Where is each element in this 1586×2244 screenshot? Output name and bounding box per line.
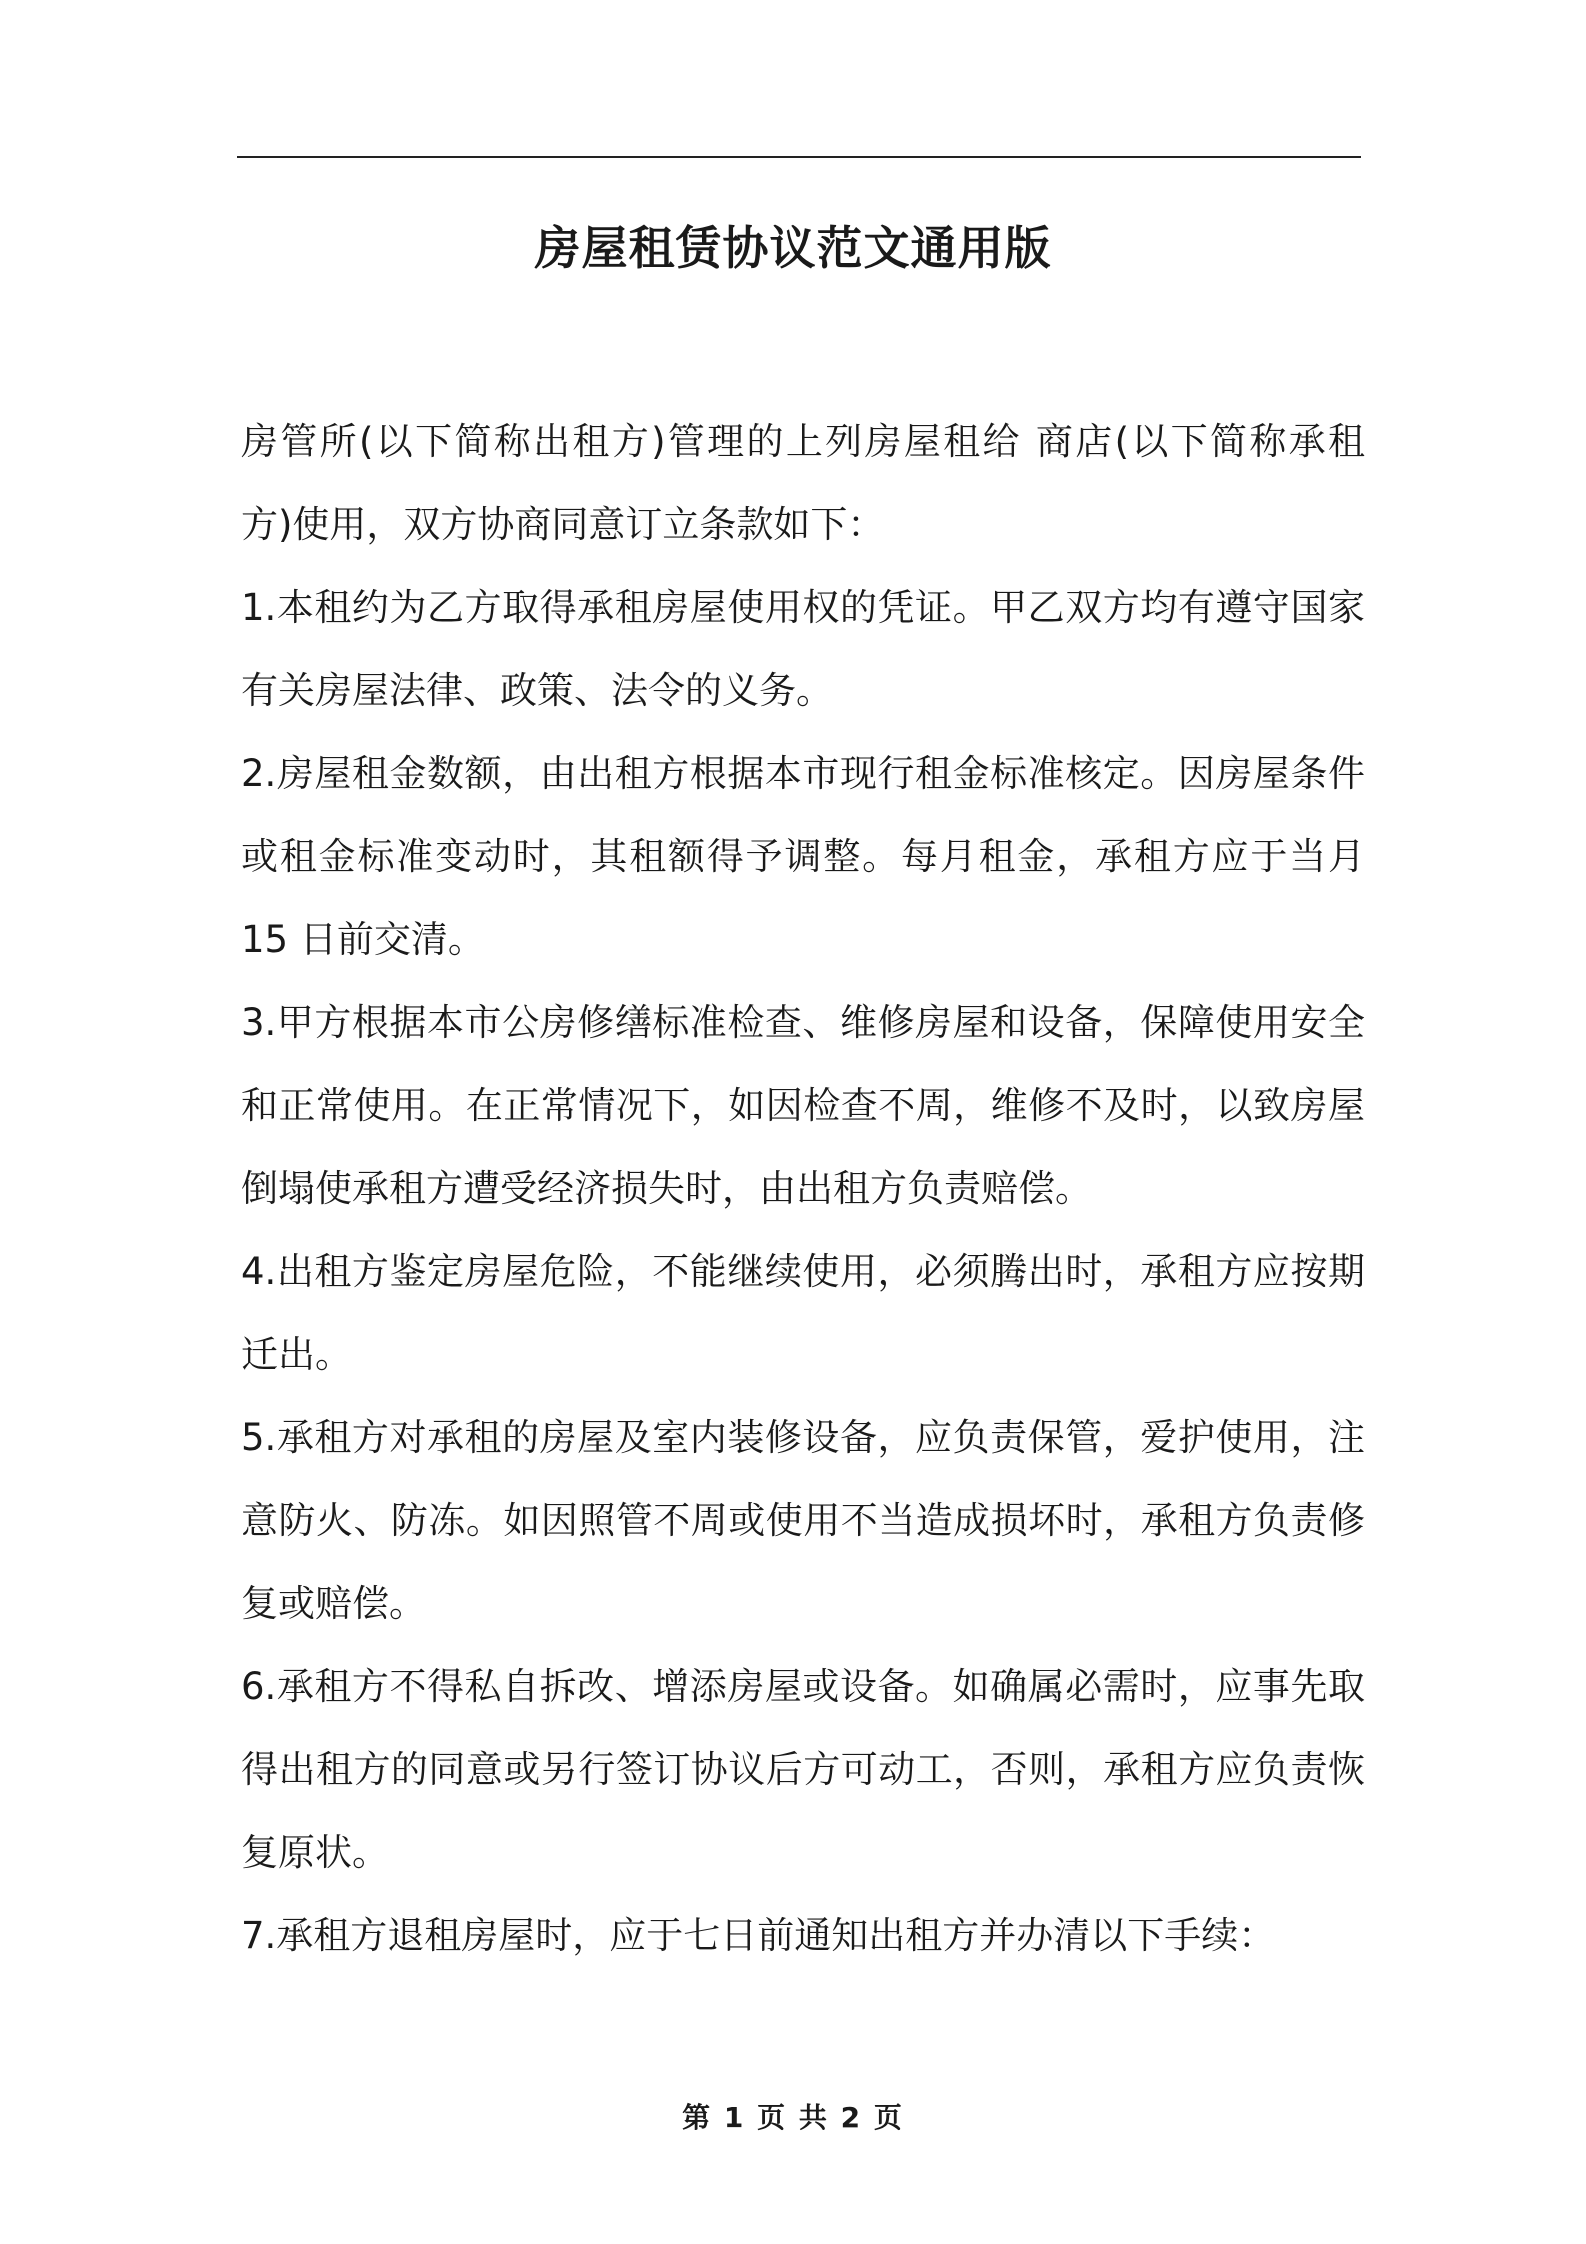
body-line: 意防火、防冻。如因照管不周或使用不当造成损坏时，承租方负责修 <box>241 1499 1365 1542</box>
header-rule <box>237 156 1361 158</box>
body-line: 7.承租方退租房屋时，应于七日前通知出租方并办清以下手续： <box>241 1914 1276 1957</box>
body-line: 复或赔偿。 <box>241 1582 426 1625</box>
body-line: 得出租方的同意或另行签订协议后方可动工，否则，承租方应负责恢 <box>241 1748 1365 1791</box>
body-line: 1.本租约为乙方取得承租房屋使用权的凭证。甲乙双方均有遵守国家 <box>241 586 1365 629</box>
body-line: 复原状。 <box>241 1831 389 1874</box>
body-line: 倒塌使承租方遭受经济损失时，由出租方负责赔偿。 <box>241 1167 1092 1210</box>
body-line: 15 日前交清。 <box>241 918 485 961</box>
document-title: 房屋租赁协议范文通用版 <box>534 221 1052 275</box>
body-line: 有关房屋法律、政策、法令的义务。 <box>241 669 833 712</box>
body-line: 6.承租方不得私自拆改、增添房屋或设备。如确属必需时，应事先取 <box>241 1665 1365 1708</box>
body-line: 迁出。 <box>241 1333 352 1376</box>
body-line: 3.甲方根据本市公房修缮标准检查、维修房屋和设备，保障使用安全 <box>241 1001 1365 1044</box>
body-line: 和正常使用。在正常情况下，如因检查不周，维修不及时，以致房屋 <box>241 1084 1365 1127</box>
page-number-footer: 第 1 页 共 2 页 <box>682 2101 904 2134</box>
document-body <box>241 400 1365 1977</box>
body-line: 2.房屋租金数额，由出租方根据本市现行租金标准核定。因房屋条件 <box>241 752 1365 795</box>
body-line: 或租金标准变动时，其租额得予调整。每月租金，承租方应于当月 <box>241 835 1365 878</box>
body-line: 4.出租方鉴定房屋危险，不能继续使用，必须腾出时，承租方应按期 <box>241 1250 1365 1293</box>
body-line: 方)使用，双方协商同意订立条款如下： <box>241 503 885 546</box>
body-line: 5.承租方对承租的房屋及室内装修设备，应负责保管，爱护使用，注 <box>241 1416 1365 1459</box>
body-line: 房管所(以下简称出租方)管理的上列房屋租给 商店(以下简称承租 <box>241 420 1365 463</box>
